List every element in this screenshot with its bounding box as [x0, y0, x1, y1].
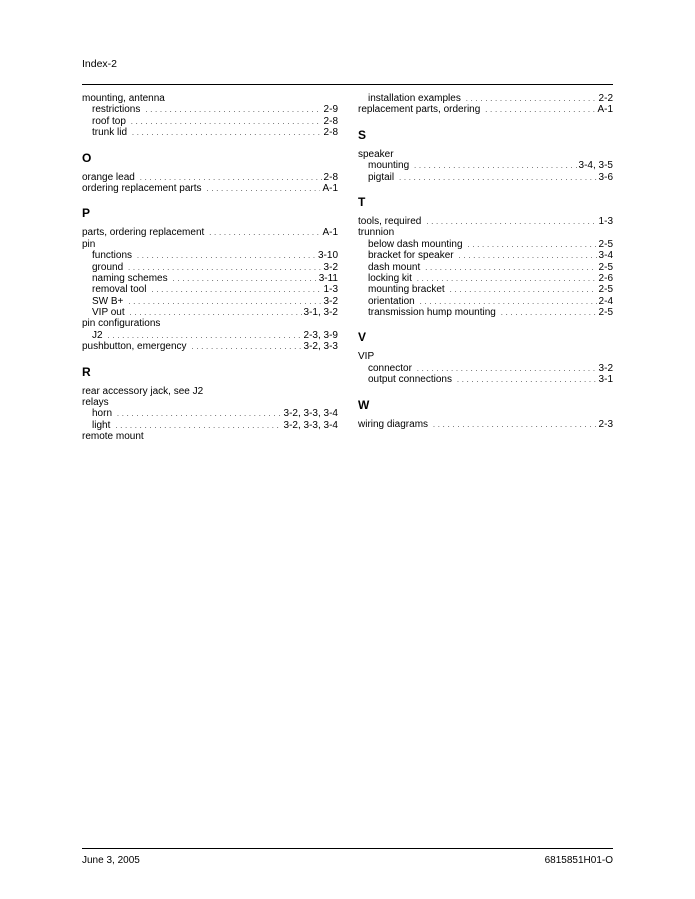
index-entry: pin [82, 238, 96, 250]
header-rule [82, 84, 613, 85]
index-subentry: mounting bracket . . . 2-5 [358, 284, 613, 295]
page-ref: 2-8 [323, 171, 338, 183]
page-ref: 3-10 [317, 250, 338, 262]
page-ref: 3-2, 3-3, 3-4 [283, 408, 338, 420]
index-subentry: pigtail . . . 3-6 [358, 172, 613, 183]
index-entry: pushbutton, emergency . . . 3-2, 3-3 [82, 341, 338, 352]
page-ref: 2-6 [598, 272, 613, 284]
index-column-left [82, 93, 338, 443]
section-letter-w: W [358, 397, 370, 412]
index-subentry: roof top . . . 2-8 [82, 116, 338, 127]
page-ref: A-1 [322, 227, 338, 239]
index-entry: replacement parts, ordering . . . A-1 [358, 104, 613, 115]
page-ref: 3-1, 3-2 [303, 307, 338, 319]
index-entry: parts, ordering replacement . . . A-1 [82, 227, 338, 238]
page-ref: 3-4 [598, 250, 613, 262]
page-ref: 2-3, 3-9 [303, 329, 338, 341]
page-ref: 1-3 [323, 284, 338, 296]
index-entry: VIP [358, 351, 375, 363]
index-entry: mounting, antenna [82, 93, 165, 104]
page-ref: 3-2, 3-3, 3-4 [283, 419, 338, 431]
page-header-title: Index-2 [82, 58, 118, 70]
index-subentry: naming schemes . . . 3-11 [82, 273, 338, 284]
page-ref: 1-3 [598, 215, 613, 227]
index-subentry: horn . . . 3-2, 3-3, 3-4 [82, 408, 338, 419]
index-subentry: VIP out . . . 3-1, 3-2 [82, 307, 338, 318]
section-letter-o: O [82, 150, 92, 165]
page-ref: 2-8 [323, 127, 338, 139]
index-subentry: transmission hump mounting . . . 2-5 [358, 307, 613, 318]
page-ref: 2-5 [598, 284, 613, 296]
index-entry: rear accessory jack, see J2 [82, 385, 204, 397]
page-ref: 3-2 [323, 261, 338, 273]
footer-rule [82, 848, 613, 849]
footer-doc-number: 6815851H01-O [544, 855, 613, 866]
index-subentry: output connections . . . 3-1 [358, 374, 613, 385]
page-ref: 3-2 [598, 362, 613, 374]
index-entry: trunnion [358, 227, 395, 239]
page-ref: A-1 [322, 182, 338, 194]
page-ref: 3-1 [598, 374, 613, 386]
index-subentry: locking kit . . . 2-6 [358, 273, 613, 284]
page-ref: 2-9 [323, 104, 338, 116]
index-subentry: installation examples . . . 2-2 [358, 93, 613, 104]
section-letter-v: V [358, 330, 367, 345]
page-ref: 2-2 [598, 93, 613, 104]
section-letter-r: R [82, 364, 91, 379]
page-ref: 2-5 [598, 238, 613, 250]
page-ref: A-1 [597, 104, 613, 116]
index-subentry: below dash mounting . . . 2-5 [358, 239, 613, 250]
page-ref: 2-3 [598, 418, 613, 430]
section-letter-p: P [82, 206, 91, 221]
index-subentry: mounting . . . 3-4, 3-5 [358, 160, 613, 171]
page-ref: 3-4, 3-5 [578, 160, 613, 172]
index-entry: remote mount [82, 431, 144, 443]
page-ref: 2-8 [323, 115, 338, 127]
index-entry: tools, required . . . 1-3 [358, 216, 613, 227]
index-subentry: trunk lid . . . 2-8 [82, 127, 338, 138]
section-letter-s: S [358, 127, 367, 142]
index-subentry: ground . . . 3-2 [82, 262, 338, 273]
index-entry: relays [82, 397, 109, 409]
index-subentry: dash mount . . . 2-5 [358, 262, 613, 273]
index-entry: pin configurations [82, 318, 161, 330]
index-subentry: restrictions . . . 2-9 [82, 104, 338, 115]
index-subentry: bracket for speaker . . . 3-4 [358, 250, 613, 261]
page-ref: 3-6 [598, 171, 613, 183]
page-ref: 2-5 [598, 261, 613, 273]
index-entry: orange lead . . . 2-8 [82, 172, 338, 183]
index-subentry: orientation . . . 2-4 [358, 296, 613, 307]
index-subentry: connector . . . 3-2 [358, 363, 613, 374]
index-subentry: light . . . 3-2, 3-3, 3-4 [82, 420, 338, 431]
page-ref: 3-2, 3-3 [303, 341, 338, 353]
section-letter-t: T [358, 194, 366, 209]
footer-date: June 3, 2005 [82, 855, 140, 866]
page-ref: 3-2 [323, 295, 338, 307]
index-subentry: J2 . . . 2-3, 3-9 [82, 330, 338, 341]
index-entry: speaker [358, 148, 394, 160]
index-column-right [358, 93, 613, 430]
page-ref: 3-11 [318, 272, 338, 284]
index-entry: wiring diagrams . . . 2-3 [358, 419, 613, 430]
page-ref: 2-5 [598, 307, 613, 319]
index-subentry: SW B+ . . . 3-2 [82, 296, 338, 307]
index-subentry: removal tool . . . 1-3 [82, 284, 338, 295]
index-entry: ordering replacement parts . . . A-1 [82, 183, 338, 194]
index-subentry: functions . . . 3-10 [82, 250, 338, 261]
page-ref: 2-4 [598, 295, 613, 307]
